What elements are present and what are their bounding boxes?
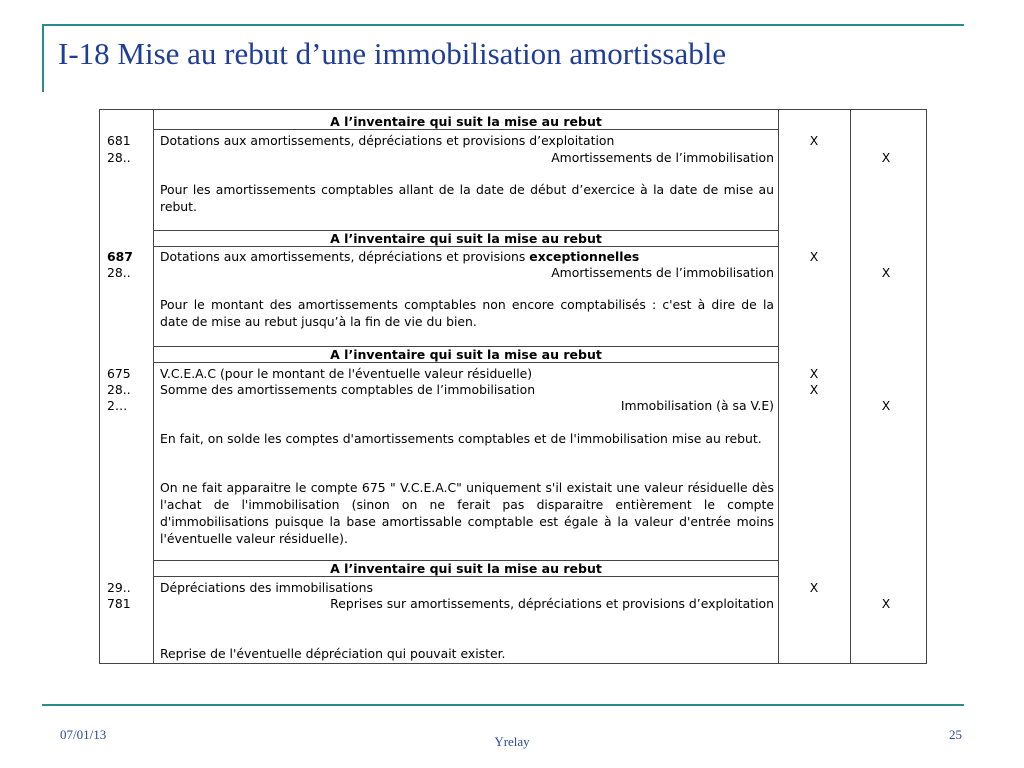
section-title: A l’inventaire qui suit la mise au rebut	[330, 231, 602, 246]
credit-mark: X	[881, 596, 891, 611]
section-title: A l’inventaire qui suit la mise au rebut	[330, 347, 602, 362]
debit-label: Dépréciations des immobilisations	[160, 580, 373, 595]
account-number: 687	[107, 249, 133, 264]
debit-label-text: Dotations aux amortissements, dépréciations et provisions	[160, 249, 530, 264]
section-divider	[153, 362, 779, 363]
section-divider	[153, 129, 779, 130]
top-rule	[42, 24, 964, 26]
section-divider	[153, 576, 779, 577]
footer-author: Yrelay	[494, 734, 530, 749]
credit-label: Amortissements de l’immobilisation	[551, 265, 774, 280]
column-divider-debit	[850, 110, 851, 663]
debit-mark: X	[809, 382, 819, 397]
account-number: 29..	[107, 580, 131, 595]
left-accent-rule	[42, 24, 44, 92]
entry-note: Reprise de l'éventuelle dépréciation qui pouvait exister.	[160, 646, 506, 661]
debit-label: V.C.E.A.C (pour le montant de l'éventuelle valeur résiduelle)	[160, 366, 533, 381]
debit-label: Dotations aux amortissements, dépréciations et provisions d’exploitation	[160, 133, 615, 148]
journal-entries-table	[99, 109, 927, 664]
account-number: 2…	[107, 398, 128, 413]
credit-label: Immobilisation (à sa V.E)	[620, 398, 774, 413]
credit-mark: X	[881, 398, 891, 413]
entry-note: Pour les amortissements comptables allant de la date de début d’exercice à la date de mise au rebut.	[160, 182, 774, 214]
section-title: A l’inventaire qui suit la mise au rebut	[330, 561, 602, 576]
account-number: 781	[107, 596, 131, 611]
debit-label-emphasis: exceptionnelles	[529, 249, 640, 264]
account-number: 681	[107, 133, 131, 148]
footer-date: 07/01/13	[60, 727, 107, 742]
slide-title: I-18 Mise au rebut d’une immobilisation amortissable	[58, 36, 727, 71]
account-number: 28..	[107, 382, 131, 397]
credit-mark: X	[881, 265, 891, 280]
debit-mark: X	[809, 133, 819, 148]
account-number: 28..	[107, 150, 131, 165]
section-divider	[153, 246, 779, 247]
account-number: 675	[107, 366, 131, 381]
debit-mark: X	[809, 580, 819, 595]
column-divider-accounts	[153, 110, 154, 663]
account-number: 28..	[107, 265, 131, 280]
debit-mark: X	[809, 366, 819, 381]
debit-label	[160, 249, 639, 264]
debit-mark: X	[809, 249, 819, 264]
page-number: 25	[949, 727, 962, 742]
entry-note: En fait, on solde les comptes d'amortissements comptables et de l'immobilisation mise au rebut.	[160, 431, 762, 446]
section-title: A l’inventaire qui suit la mise au rebut	[330, 114, 602, 129]
column-divider-labels	[778, 110, 779, 663]
debit-label: Somme des amortissements comptables de l’immobilisation	[160, 382, 536, 397]
entry-note: On ne fait apparaitre le compte 675 " V.C.E.A.C" uniquement s'il existait une valeur résiduelle dès l'achat de l'immobilisation (sinon on ne ferait pas disparaitre entièrement le compte d'immobilisations puisque la base amortissable comptable est égale à la valeur d'entrée moins l'éventuelle valeur résiduelle).	[160, 480, 774, 546]
credit-mark: X	[881, 150, 891, 165]
credit-label: Amortissements de l’immobilisation	[551, 150, 774, 165]
credit-label: Reprises sur amortissements, dépréciations et provisions d’exploitation	[330, 596, 774, 611]
entry-note: Pour le montant des amortissements comptables non encore comptabilisés : c'est à dire de la date de mise au rebut jusqu’à la fin de vie du bien.	[160, 297, 774, 329]
bottom-rule	[42, 704, 964, 706]
